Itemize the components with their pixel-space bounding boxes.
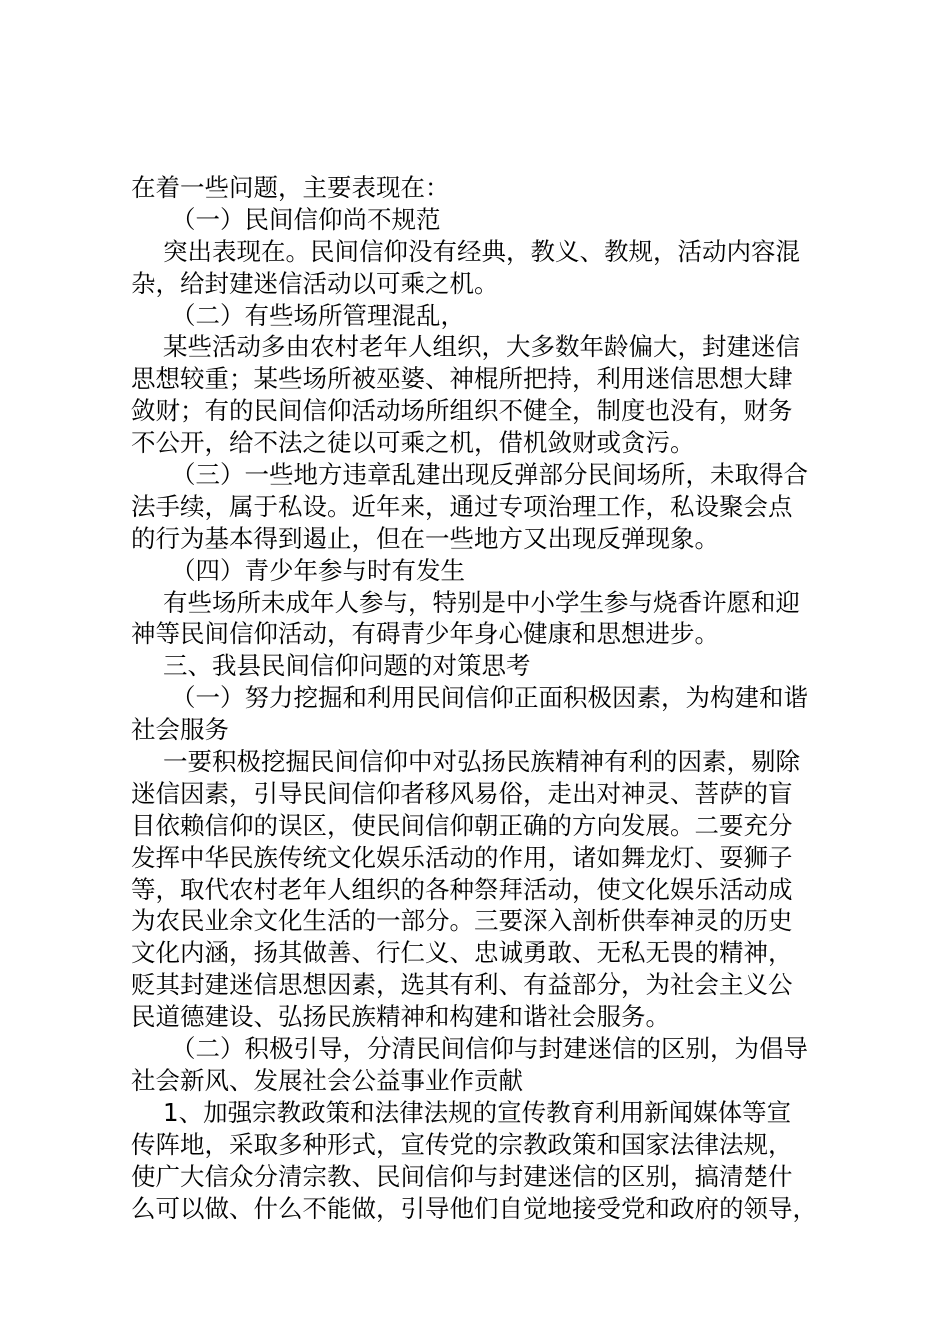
text-line: （二）积极引导，分清民间信仰与封建迷信的区别，为倡导 bbox=[171, 1034, 808, 1064]
text-line: 目依赖信仰的误区，使民间信仰朝正确的方向发展。二要充分 bbox=[131, 810, 793, 840]
text-line: 1、加强宗教政策和法律法规的宣传教育利用新闻媒体等宣 bbox=[163, 1097, 792, 1127]
text-line: 社会新风、发展社会公益事业作贡献 bbox=[131, 1065, 523, 1095]
text-line: 有些场所未成年人参与，特别是中小学生参与烧香许愿和迎 bbox=[163, 587, 800, 617]
text-line: （四）青少年参与时有发生 bbox=[171, 555, 465, 585]
text-line: 贬其封建迷信思想因素，选其有利、有益部分，为社会主义公 bbox=[131, 970, 793, 1000]
text-line: 不公开，给不法之徒以可乘之机，借机敛财或贪污。 bbox=[131, 428, 695, 458]
text-line: 突出表现在。民间信仰没有经典，教义、教规，活动内容混 bbox=[163, 236, 800, 266]
text-line: 神等民间信仰活动，有碍青少年身心健康和思想进步。 bbox=[131, 619, 719, 649]
text-line: 传阵地，采取多种形式，宣传党的宗教政策和国家法律法规， bbox=[131, 1129, 793, 1159]
text-line: 敛财；有的民间信仰活动场所组织不健全，制度也没有，财务 bbox=[131, 396, 793, 426]
text-line: 民道德建设、弘扬民族精神和构建和谐社会服务。 bbox=[131, 1002, 670, 1032]
text-line: 杂，给封建迷信活动以可乘之机。 bbox=[131, 268, 499, 298]
text-line: 迷信因素，引导民间信仰者移风易俗，走出对神灵、菩萨的盲 bbox=[131, 778, 793, 808]
text-line: 三、我县民间信仰问题的对策思考 bbox=[163, 651, 531, 681]
text-line: （一）努力挖掘和利用民间信仰正面积极因素，为构建和谐 bbox=[171, 683, 808, 713]
text-line: （二）有些场所管理混乱， bbox=[171, 300, 465, 330]
text-line: 一要积极挖掘民间信仰中对弘扬民族精神有利的因素，剔除 bbox=[163, 747, 800, 777]
text-line: 法手续，属于私设。近年来，通过专项治理工作，私设聚会点 bbox=[131, 491, 793, 521]
text-line: 使广大信众分清宗教、民间信仰与封建迷信的区别，搞清楚什 bbox=[131, 1161, 793, 1191]
text-line: 的行为基本得到遏止，但在一些地方又出现反弹现象。 bbox=[131, 523, 719, 553]
text-line: 发挥中华民族传统文化娱乐活动的作用，诸如舞龙灯、耍狮子 bbox=[131, 842, 793, 872]
text-line: （三）一些地方违章乱建出现反弹部分民间场所，未取得合 bbox=[171, 460, 808, 490]
text-line: （一）民间信仰尚不规范 bbox=[171, 204, 441, 234]
document-body bbox=[131, 172, 831, 1224]
text-line: 思想较重；某些场所被巫婆、神棍所把持，利用迷信思想大肆 bbox=[131, 364, 793, 394]
text-line: 文化内涵，扬其做善、行仁义、忠诚勇敢、无私无畏的精神， bbox=[131, 938, 793, 968]
text-line: 等，取代农村老年人组织的各种祭拜活动，使文化娱乐活动成 bbox=[131, 874, 793, 904]
text-line: 在着一些问题，主要表现在： bbox=[131, 173, 450, 202]
text-line: 么可以做、什么不能做，引导他们自觉地接受党和政府的领导， bbox=[131, 1193, 817, 1223]
text-line: 为农民业余文化生活的一部分。三要深入剖析供奉神灵的历史 bbox=[131, 906, 793, 936]
text-line: 某些活动多由农村老年人组织，大多数年龄偏大，封建迷信 bbox=[163, 332, 800, 362]
text-line: 社会服务 bbox=[131, 715, 229, 745]
